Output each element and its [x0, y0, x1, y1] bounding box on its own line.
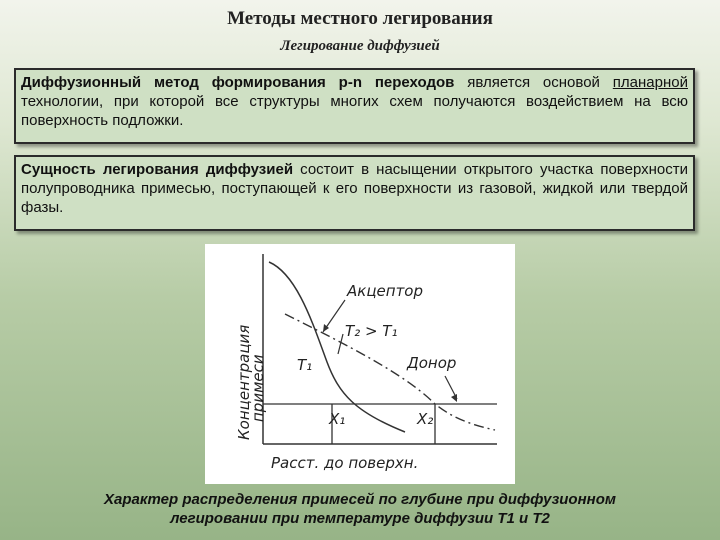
- slide-subtitle: Легирование диффузией: [280, 38, 440, 54]
- definition-text-a: является основой: [454, 74, 613, 91]
- essence-text: состоит в насыщении открытого участка поверхности полупроводника примесью, поступающей к его поверхности из газовой, жидкой или твердой фазы.: [21, 161, 688, 216]
- definition-box: [14, 68, 695, 144]
- essence-box: [14, 155, 695, 231]
- definition-text-b: технологии, при которой все структуры многих схем получаются воздействием на всю поверхность подложки.: [21, 93, 688, 129]
- caption-line-1: Характер распределения примесей по глубине при диффузионном: [104, 491, 616, 508]
- y-axis-label-line1: Концентрация: [235, 324, 253, 440]
- acceptor-label: Акцептор: [347, 282, 424, 300]
- donor-pointer-arrow: [451, 394, 457, 402]
- diffusion-profile-figure: [205, 244, 515, 484]
- slide-title: Методы местного легирования: [227, 8, 493, 29]
- caption-line-2: легировании при температуре диффузии Т1 и Т2: [170, 510, 550, 527]
- diffusion-profile-diagram: [205, 244, 515, 484]
- temp-pointer: [338, 334, 343, 354]
- temperature-relation-label: T₂ > T₁: [345, 322, 398, 340]
- figure-caption: [20, 490, 700, 528]
- t1-label: T₁: [297, 356, 313, 374]
- planar-term: планарной: [612, 74, 688, 91]
- donor-label: Донор: [407, 354, 457, 372]
- x1-label: X₁: [329, 410, 346, 428]
- essence-term: Сущность легирования диффузией: [21, 161, 294, 178]
- x-axis-label: Расст. до поверхн.: [271, 454, 419, 472]
- x2-label: X₂: [417, 410, 434, 428]
- y-axis-label-line2: примеси: [249, 354, 267, 422]
- definition-term: Диффузионный метод формирования p-n переходов: [21, 74, 455, 91]
